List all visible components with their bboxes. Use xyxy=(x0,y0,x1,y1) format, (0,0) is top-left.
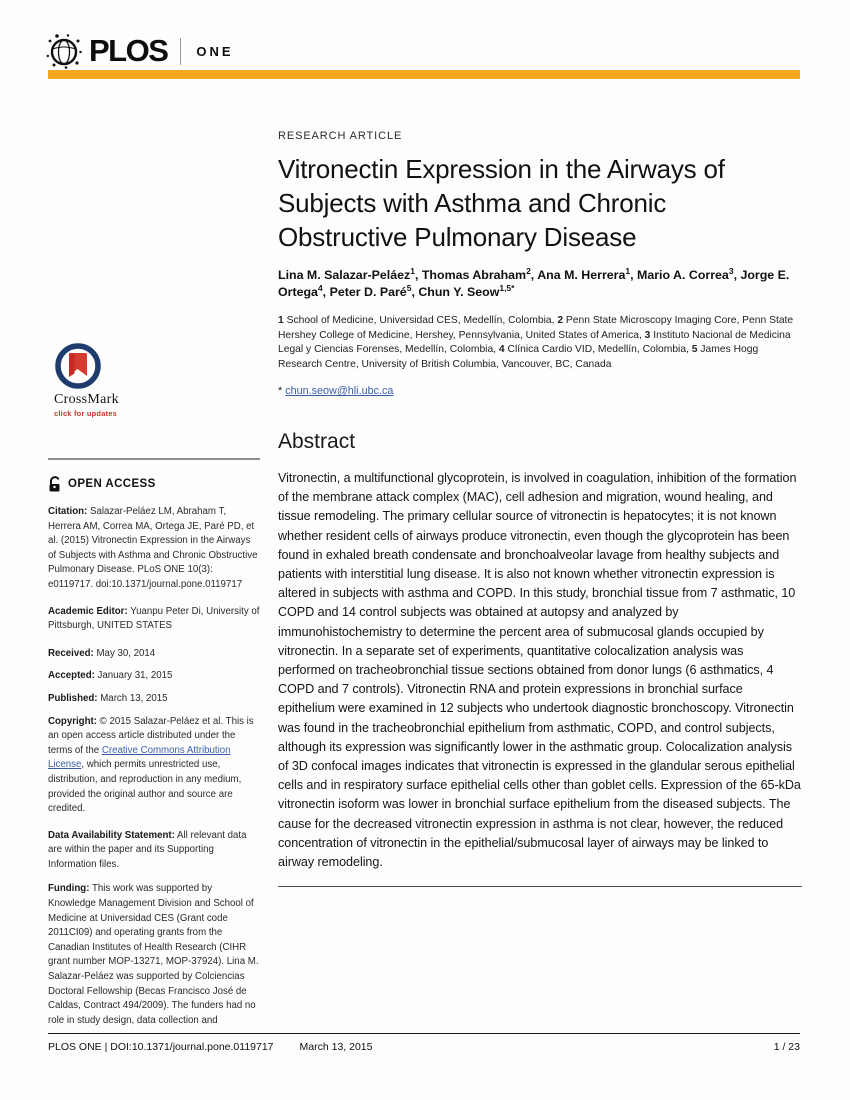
affiliation-number: 4 xyxy=(498,344,505,355)
abstract-divider xyxy=(278,886,802,887)
correspondence-marker: * xyxy=(278,385,283,397)
author: Peter D. Paré$^5$, xyxy=(329,282,419,299)
author: Ana M. Herrera$^1$, xyxy=(537,265,638,282)
page-footer xyxy=(48,1041,800,1053)
footer-page-number: 1 / 23 xyxy=(773,1041,800,1053)
citation-label: Citation: xyxy=(48,506,88,517)
sidebar-divider xyxy=(48,458,260,460)
funding-note: Funding: This work was supported by Knowledge Management Division and School of Medicine at Universidad CES (Grant code 2011CI09) and operating grants from the Canadian Institutes of Health Research (CIHR grant number MOP-13271, MOP-37924). Lina M. Salazar-Peláez was supported by Colciencias Doctoral Fellowship (Becas Francisco José de Caldas, Contract 494/2009). The funders had no role in study design, data collection and xyxy=(48,883,259,1026)
author: Lina M. Salazar-Peláez$^1$, xyxy=(278,265,422,282)
accepted-note: Accepted: January 31, 2015 xyxy=(48,670,173,682)
author: Mario A. Correa$^3$, xyxy=(637,265,741,282)
masthead-divider xyxy=(180,38,181,65)
crossmark-tagline: click for updates xyxy=(54,409,118,418)
affiliation-number: 3 xyxy=(644,329,651,341)
open-access-badge xyxy=(48,476,260,492)
abstract-body: Vitronectin, a multifunctional glycoprotein, is involved in coagulation, inhibition of the formation of the membrane attack complex (MAC), cell adhesion and migration, wound healing, and tissue remodeling. The primary cellular source of vitronectin is hepatocytes; it is not known whether resident cells of airways produce vitronectin, even though the glycoprotein has been found in exhaled breath condensate and bronchoalveolar lavage from healthy subjects and patients with interstitial lung disease. It is also not known whether vitronectin expression is altered in subjects with asthma and COPD. In this study, bronchial tissue from 7 asthmatic, 10 COPD and 14 control subjects was obtained at autopsy and analyzed by immunohistochemistry to determine the percent area of submucosal glands occupied by vitronectin. In a separate set of experiments, quantitative colocalization analysis was performed on tracheobronchial tissue sections obtained from donor lungs (6 asthmatics, 4 COPD and 7 controls). Vitronectin RNA and protein expressions in bronchial surface epithelium were examined in 12 subjects who undertook diagnostic bronchoscopy. Vitronectin was found in the tracheobronchial epithelium from asthmatic, COPD, and control subjects, although its expression was significantly lower in the asthmatic group. Colocalization analysis of 3D confocal images indicates that vitronectin is expressed in the glandular serous epithelial cells and in respiratory surface epithelial cells other than goblet cells. Expression of the 65-kDa vitronectin isoform was lower in bronchial surface epithelium from the diseased subjects. The cause for the decreased vitronectin expression in asthma is not clear, however, the reduced concentration of vitronectin in the epithelial/submucosal layer of airways may be linked to airway remodeling. xyxy=(278,471,801,870)
crossmark-wordmark: CrossMark xyxy=(54,392,119,407)
masthead xyxy=(46,32,234,70)
affiliation-number: 2 xyxy=(557,315,564,326)
author: Jorge E. Ortega$^4$, xyxy=(278,268,790,299)
title-line: Vitronectin Expression in the Airways of xyxy=(278,154,725,184)
affiliation-number: 1 xyxy=(278,315,284,326)
footer-journal-doi: PLOS ONE | DOI:10.1371/journal.pone.0119717 xyxy=(48,1041,274,1053)
academic-editor-label: Academic Editor: xyxy=(48,605,128,617)
open-access-label: OPEN ACCESS xyxy=(68,478,156,490)
abstract-heading: Abstract xyxy=(278,430,356,453)
data-availability-note: Data Availability Statement: All relevant data are within the paper and its Supporting Information files. xyxy=(48,829,247,870)
article-metadata xyxy=(48,505,260,1028)
crossmark-badge[interactable] xyxy=(48,342,260,418)
accent-bar xyxy=(48,70,800,79)
affiliation-number: 5 xyxy=(691,344,698,355)
article-title xyxy=(278,152,802,254)
footer-date: March 13, 2015 xyxy=(299,1041,373,1053)
journal-name: ONE xyxy=(196,43,234,59)
cc-license-link[interactable]: Creative Commons Attribution License xyxy=(48,744,231,771)
copyright-note: Copyright: © 2015 Salazar-Peláez et al. This is an open access article distributed under the terms of the Creative Commons Attribution License, which permits unrestricted use, distribution, and reproduction in any medium, provided the original author and source are credited. xyxy=(48,715,254,815)
received-note: Received: May 30, 2014 xyxy=(48,647,156,659)
title-line: Obstructive Pulmonary Disease xyxy=(278,222,637,252)
plos-wordmark: PLOS xyxy=(89,33,168,68)
affiliation-list: 1 School of Medicine, Universidad CES, Medellín, Colombia, 2 Penn State Microscopy Imaging Core, Penn State Hershey College of Medicine, Hershey, Pennsylvania, United States of America, 3 Instituto Nacional de Medicina Legal y Ciencias Forenses, Medellín, Colombia, 4 Clínica Cardio VID, Medellín, Colombia, 5 James Hogg Research Centre, University of British Columbia, Vancouver, BC, Canada xyxy=(278,315,794,370)
citation-note: Citation: Salazar-Peláez LM, Abraham T, Herrera AM, Correa MA, Ortega JE, Paré PD, et al. (2015) Vitronectin Expression in the Airways of Subjects with Asthma and Chronic Obstructive Pulmonary Disease. PLoS ONE 10(3): e0119717. doi:10.1371/journal.pone.0119717 xyxy=(48,506,258,590)
plos-globe-icon xyxy=(46,32,82,70)
author-list xyxy=(278,267,802,301)
published-note: Published: March 13, 2015 xyxy=(48,692,168,704)
article-type-kicker: RESEARCH ARTICLE xyxy=(278,130,403,142)
crossmark-icon xyxy=(54,342,102,390)
author: Thomas Abraham$^2$, xyxy=(421,265,538,282)
correspondence-email-link[interactable]: chun.seow@hli.ubc.ca xyxy=(285,385,394,397)
correspondence-line xyxy=(278,385,802,397)
title-line: Subjects with Asthma and Chronic xyxy=(278,188,667,218)
open-lock-icon xyxy=(48,476,62,492)
footer-citation xyxy=(48,1041,398,1053)
academic-editor-note: Academic Editor: Yuanpu Peter Di, University of Pittsburgh, UNITED STATES xyxy=(48,605,260,632)
footer-divider xyxy=(48,1033,800,1034)
article-header-and-abstract xyxy=(278,130,802,895)
author: Chun Y. Seow$^{1,5*}$ xyxy=(418,282,515,299)
sidebar xyxy=(48,342,260,1040)
